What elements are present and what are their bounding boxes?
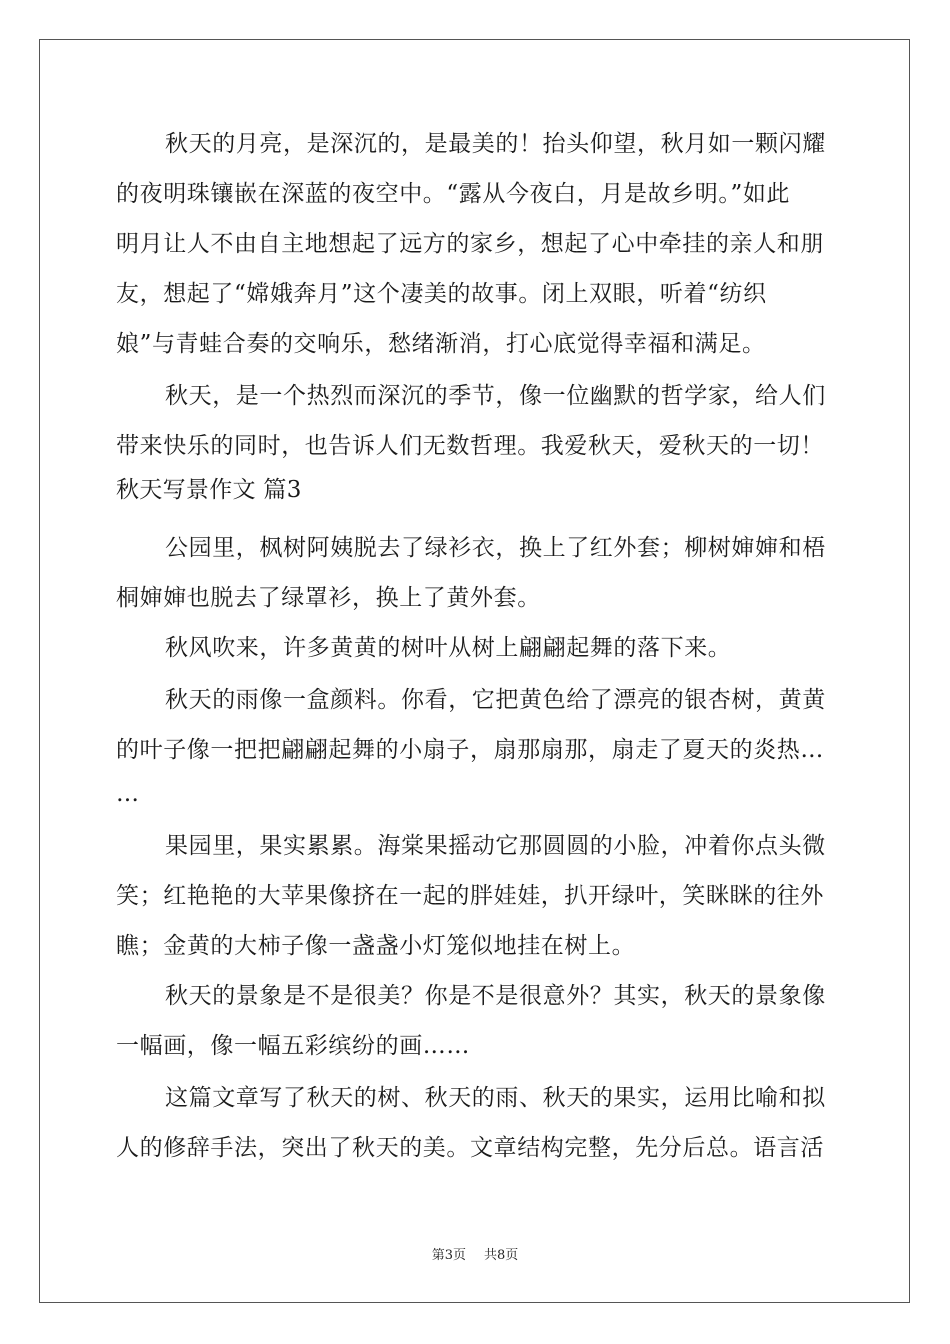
text-line: 一幅画，像一幅五彩缤纷的画…… xyxy=(116,1033,470,1059)
text-line: 秋天，是一个热烈而深沉的季节，像一位幽默的哲学家，给人们 xyxy=(165,383,826,409)
page-number-current: 第3页 xyxy=(431,1248,466,1263)
text-line: 公园里，枫树阿姨脱去了绿衫衣，换上了红外套；柳树婶婶和梧 xyxy=(165,535,826,561)
text-line: 明月让人不由自主地想起了远方的家乡，想起了心中牵挂的亲人和朋 xyxy=(116,231,824,257)
text-line: 秋天的月亮，是深沉的，是最美的！抬头仰望，秋月如一颗闪耀 xyxy=(165,131,826,157)
page-footer xyxy=(0,1244,950,1263)
text-line: 人的修辞手法，突出了秋天的美。文章结构完整，先分后总。语言活 xyxy=(116,1135,824,1161)
text-line: 带来快乐的同时，也告诉人们无数哲理。我爱秋天，爱秋天的一切！ xyxy=(116,433,824,459)
text-line: … xyxy=(116,781,140,807)
text-line: 秋天的景象是不是很美？你是不是很意外？其实，秋天的景象像 xyxy=(165,983,826,1009)
text-line: 果园里，果实累累。海棠果摇动它那圆圆的小脸，冲着你点头微 xyxy=(165,833,826,859)
section-heading: 秋天写景作文 篇3 xyxy=(116,477,302,503)
page-number-total: 共8页 xyxy=(484,1248,519,1263)
text-line: 这篇文章写了秋天的树、秋天的雨、秋天的果实，运用比喻和拟 xyxy=(165,1085,826,1111)
text-line: 的夜明珠镶嵌在深蓝的夜空中。“露从今夜白，月是故乡明。”如此 xyxy=(116,181,791,207)
text-line: 笑；红艳艳的大苹果像挤在一起的胖娃娃，扒开绿叶，笑眯眯的往外 xyxy=(116,883,824,909)
text-line: 瞧；金黄的大柿子像一盏盏小灯笼似地挂在树上。 xyxy=(116,933,636,959)
text-line: 娘”与青蛙合奏的交响乐，愁绪渐消，打心底觉得幸福和满足。 xyxy=(116,331,766,357)
text-line: 友，想起了“嫦娥奔月”这个凄美的故事。闭上双眼，听着“纺织 xyxy=(116,281,767,307)
text-line: 的叶子像一把把翩翩起舞的小扇子，扇那扇那，扇走了夏天的炎热… xyxy=(116,737,824,763)
text-line: 秋天的雨像一盒颜料。你看，它把黄色给了漂亮的银杏树，黄黄 xyxy=(165,687,826,713)
text-line: 秋风吹来，许多黄黄的树叶从树上翩翩起舞的落下来。 xyxy=(165,635,732,661)
text-line: 桐婶婶也脱去了绿罩衫，换上了黄外套。 xyxy=(116,585,541,611)
